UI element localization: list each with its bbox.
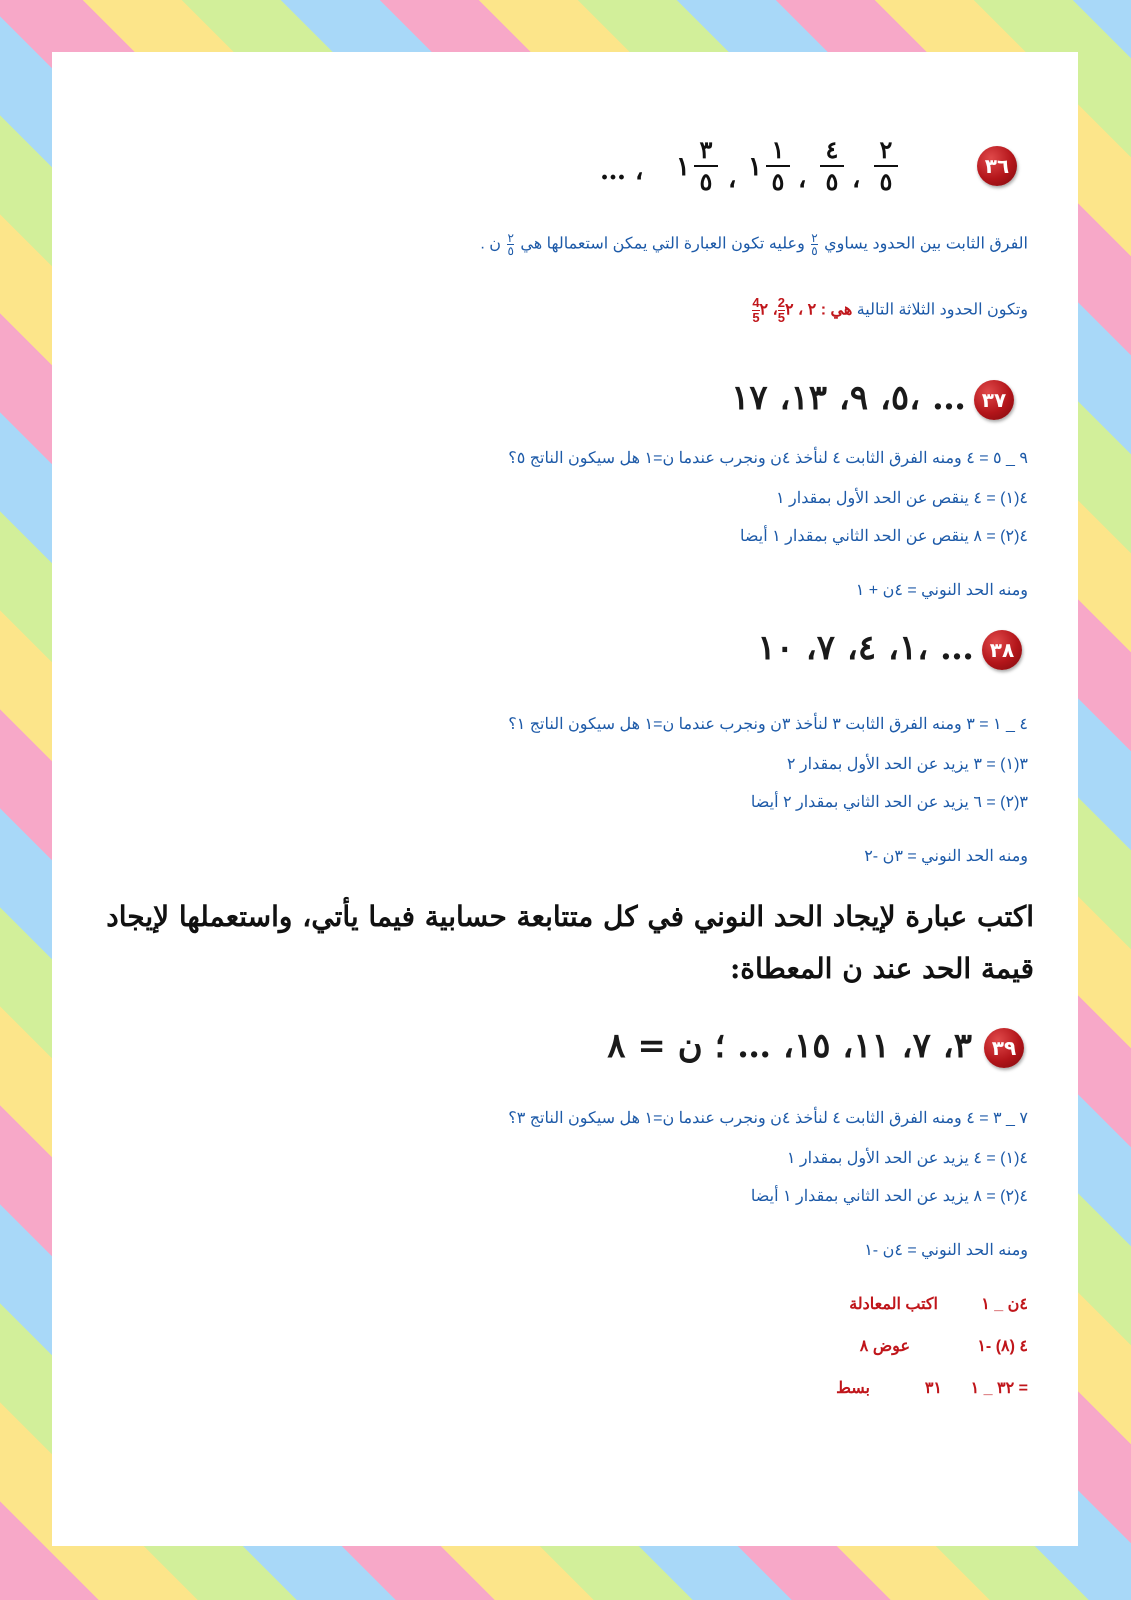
q36-line1-fraction-2	[507, 232, 513, 257]
q38-line-3: ٣(٢) = ٦ يزيد عن الحد الثاني بمقدار ٢ أيضا	[750, 794, 1028, 811]
q36-comma: ،	[728, 164, 737, 194]
q37-line-2: ٤(١) = ٤ ينقص عن الحد الأول بمقدار ١	[776, 490, 1028, 507]
q38-result: ومنه الحد النوني = ٣ن -٢	[864, 848, 1028, 865]
question-37-badge: ٣٧	[974, 380, 1014, 420]
frac-num: 2	[777, 295, 785, 310]
q39-step-2-label: عوض ٨	[859, 1338, 910, 1355]
q36-line1-a: الفرق الثابت بين الحدود يساوي	[824, 235, 1028, 253]
q36-fraction-4-den: ٥	[699, 167, 713, 196]
q38-line-1: ٤ _ ١ = ٣ ومنه الفرق الثابت ٣ لنأخذ ٣ن ونجرب عندما ن=١ هل سيكون الناتج ١؟	[508, 716, 1028, 733]
q36-fraction-4	[694, 136, 718, 196]
q39-line-1: ٧ _ ٣ = ٤ ومنه الفرق الثابت ٤ لنأخذ ٤ن ونجرب عندما ن=١ هل سيكون الناتج ٣؟	[508, 1110, 1028, 1127]
q39-step-1-label: اكتب المعادلة	[849, 1296, 938, 1313]
frac-den: ٥	[507, 244, 514, 258]
q39-line-2: ٤(١) = ٤ يزيد عن الحد الأول بمقدار ١	[786, 1150, 1028, 1167]
q36-line1-b: وعليه تكون العبارة التي يمكن استعمالها هي	[520, 235, 805, 253]
frac-den: 5	[777, 310, 785, 325]
q36-fraction-2-num: ٤	[825, 135, 839, 164]
q36-line2-values: ٢ ،	[798, 301, 817, 319]
q36-fraction-1-num: ٢	[879, 135, 893, 164]
q36-line2-a: وتكون الحدود الثلاثة التالية	[856, 301, 1028, 319]
q39-step-1-expr: ٤ن _ ١	[981, 1296, 1028, 1313]
question-38-badge: ٣٨	[982, 630, 1022, 670]
q39-line-3: ٤(٢) = ٨ يزيد عن الحد الثاني بمقدار ١ أيضا	[750, 1188, 1028, 1205]
q36-fraction-3-den: ٥	[771, 167, 785, 196]
question-36-badge: ٣٦	[977, 146, 1017, 186]
q36-fraction-2-den: ٥	[825, 167, 839, 196]
frac-num: ٢	[507, 231, 514, 245]
frac-den: 5	[752, 310, 760, 325]
q39-step-3-expr: ٣٢ _ ١ =	[970, 1380, 1028, 1397]
section-heading-line-2: قيمة الحد عند ن المعطاة:	[729, 952, 1034, 985]
q37-sequence: ٥، ٩، ١٣، ١٧، …	[731, 378, 966, 418]
q36-mixed-1-whole: ٢	[785, 301, 794, 319]
q36-fraction-1	[874, 136, 898, 196]
q36-comma: ،	[852, 164, 861, 194]
q36-line2-highlight: هي :	[820, 301, 853, 319]
q36-line1-c: ن .	[480, 235, 501, 253]
frac-num: 4	[752, 295, 760, 310]
q37-result: ومنه الحد النوني = ٤ن + ١	[855, 582, 1028, 599]
section-heading-line-1: اكتب عبارة لإيجاد الحد النوني في كل متتابعة حسابية فيما يأتي، واستعملها لإيجاد	[106, 900, 1034, 933]
q36-mixed-1	[778, 296, 785, 325]
q36-fraction-3-num: ١	[771, 135, 785, 164]
q39-step-3-result: ٣١	[924, 1380, 942, 1397]
q36-fraction-4-num: ٣	[699, 135, 713, 164]
frac-num: ٢	[811, 231, 818, 245]
q36-fraction-1-den: ٥	[879, 167, 893, 196]
q37-line-3: ٤(٢) = ٨ ينقص عن الحد الثاني بمقدار ١ أيضا	[740, 528, 1028, 545]
question-39-badge: ٣٩	[984, 1028, 1024, 1068]
q39-step-3-label: بسط	[836, 1380, 870, 1397]
q38-line-2: ٣(١) = ٣ يزيد عن الحد الأول بمقدار ٢	[786, 756, 1028, 773]
q36-explanation-line-1	[480, 232, 1028, 257]
q36-mixed-2	[752, 296, 759, 325]
page-paper	[52, 52, 1078, 1546]
q36-fraction-3	[766, 136, 790, 196]
q38-sequence: ١، ٤، ٧، ١٠، …	[757, 628, 974, 668]
q39-step-2-expr: ٤ (٨) -١	[977, 1338, 1028, 1355]
q36-mixed-2-whole: ٢	[759, 301, 769, 319]
q36-tail: … ،	[600, 156, 644, 186]
q37-line-1: ٩ _ ٥ = ٤ ومنه الفرق الثابت ٤ لنأخذ ٤ن ونجرب عندما ن=١ هل سيكون الناتج ٥؟	[508, 450, 1028, 467]
frac-den: ٥	[811, 244, 818, 258]
q36-whole-2: ١	[676, 152, 690, 182]
q36-whole-1: ١	[748, 152, 762, 182]
q39-sequence: ٣، ٧، ١١، ١٥، … ؛ ن = ٨	[607, 1026, 972, 1066]
q36-line1-fraction	[811, 232, 817, 257]
q36-explanation-line-2: وتكون الحدود الثلاثة التالية هي : ٢ ، $٢\frac{2}{5}،$ $٢\frac{4}{5}$	[752, 295, 1028, 325]
q39-result: ومنه الحد النوني = ٤ن -١	[864, 1242, 1028, 1259]
q36-comma: ،	[798, 164, 807, 194]
q36-fraction-2	[820, 136, 844, 196]
